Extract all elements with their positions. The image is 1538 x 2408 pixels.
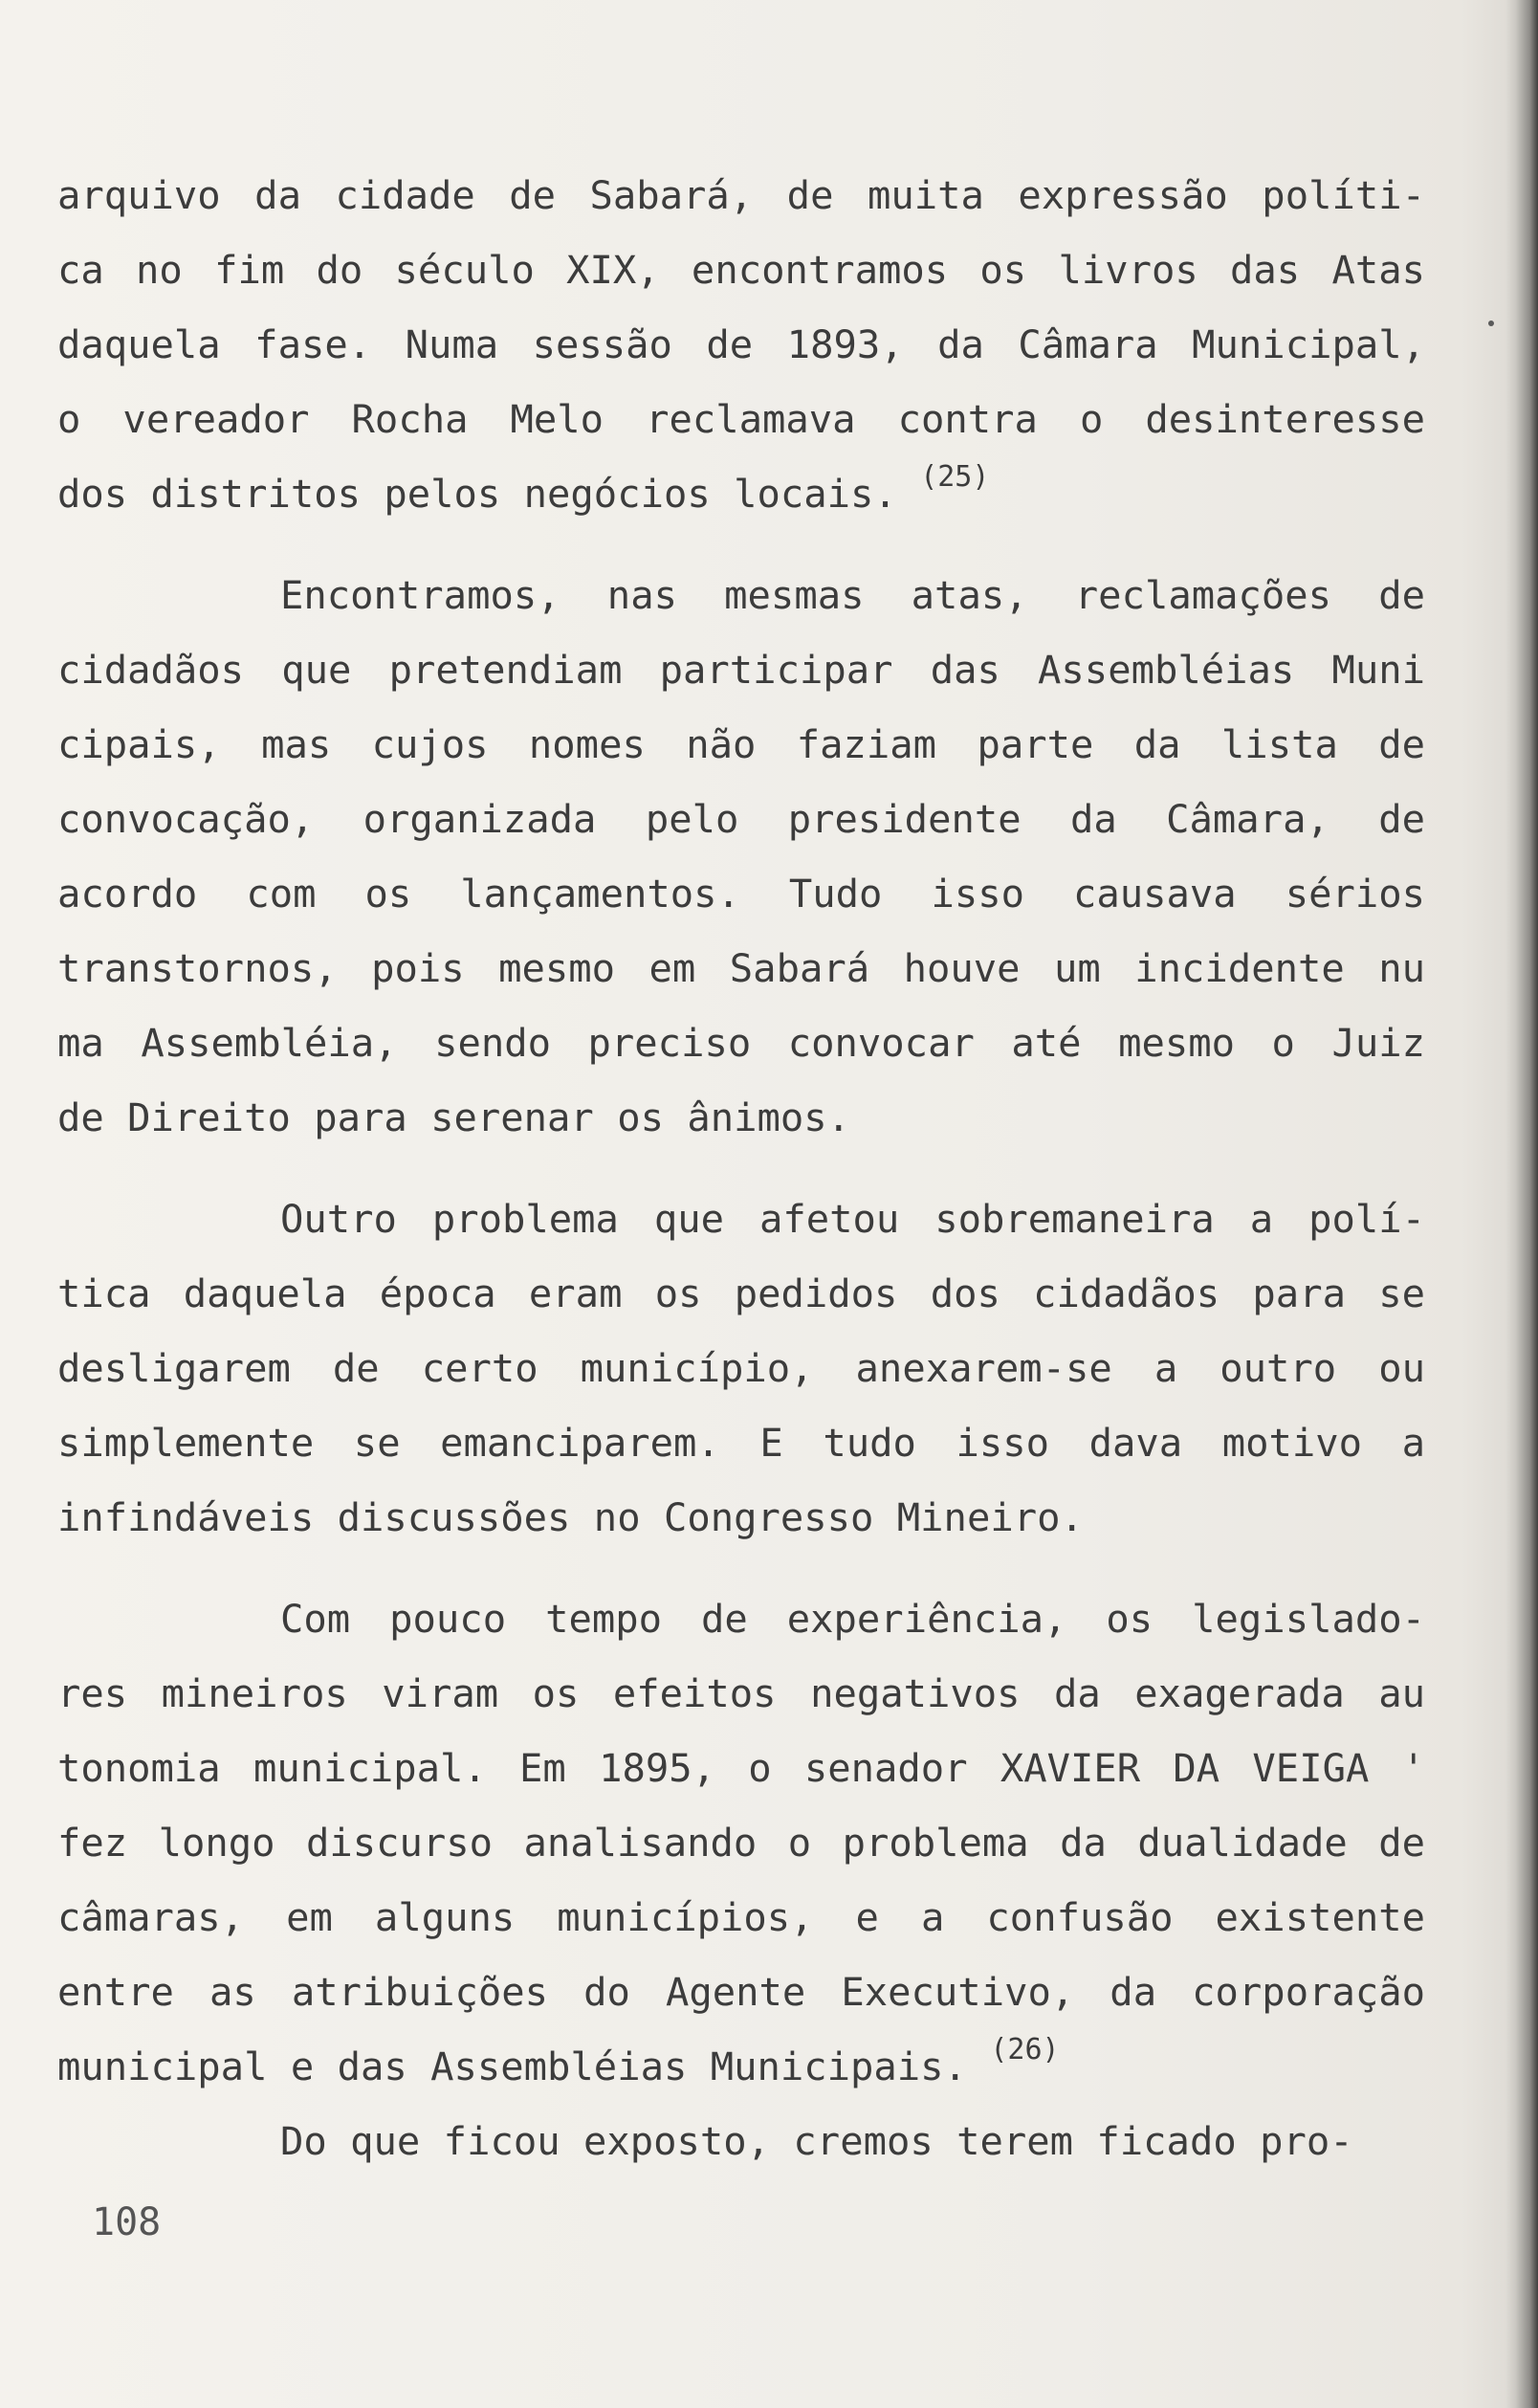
page-edge-shadow [1505,0,1538,2408]
text-line: fez longo discurso analisando o problema da dualidade de [57,1820,1425,1866]
text-line: entre as atribuições do Agente Executivo, da corporação [57,1969,1425,2015]
paragraph-gap [57,1555,1425,1581]
body-text [57,158,1425,2178]
text-line: Com pouco tempo de experiência, os legislado- [280,1596,1425,1642]
paragraph-gap [57,531,1425,558]
paragraph-gap [57,1155,1425,1182]
text-line: Encontramos, nas mesmas atas, reclamações de [280,572,1425,618]
text-line: convocação, organizada pelo presidente da Câmara, de [57,796,1425,842]
text-line [57,456,1425,531]
text-line: simplemente se emanciparem. E tudo isso dava motivo a [57,1420,1425,1466]
text-line: ca no fim do século XIX, encontramos os livros das Atas [57,247,1425,293]
text-line: desligarem de certo município, anexarem-se a outro ou [57,1345,1425,1391]
text-line: cipais, mas cujos nomes não faziam parte da lista de [57,721,1425,767]
text-line: câmaras, em alguns municípios, e a confusão existente [57,1894,1425,1940]
page-number: 108 [92,2200,162,2244]
text-line-content: dos distritos pelos negócios locais. [57,471,897,517]
text-line: infindáveis discussões no Congresso Mineiro. [57,1494,1084,1540]
footnote-reference: (26) [990,2033,1060,2066]
text-line: Do que ficou exposto, cremos terem ficado pro- [280,2118,1353,2164]
text-line: transtornos, pois mesmo em Sabará houve um incidente nu [57,945,1425,991]
text-line: de Direito para serenar os ânimos. [57,1094,851,1140]
text-line: arquivo da cidade de Sabará, de muita expressão políti- [57,172,1425,218]
text-line: tonomia municipal. Em 1895, o senador XAVIER DA VEIGA ' [57,1745,1425,1791]
text-line: Outro problema que afetou sobremaneira a polí- [280,1196,1425,1242]
text-line: cidadãos que pretendiam participar das Assembléias Muni [57,647,1425,693]
text-line: o vereador Rocha Melo reclamava contra o desinteresse [57,396,1425,442]
footnote-reference: (25) [920,460,990,494]
text-line: ma Assembléia, sendo preciso convocar até mesmo o Juiz [57,1020,1425,1066]
text-line: res mineiros viram os efeitos negativos da exagerada au [57,1670,1425,1716]
text-line: acordo com os lançamentos. Tudo isso causava sérios [57,871,1425,917]
text-line [57,2029,1425,2104]
text-line: daquela fase. Numa sessão de 1893, da Câmara Municipal, [57,321,1425,367]
page-edge-mark [1488,320,1494,326]
text-line: tica daquela época eram os pedidos dos cidadãos para se [57,1270,1425,1316]
text-line-content: municipal e das Assembléias Municipais. [57,2043,967,2089]
